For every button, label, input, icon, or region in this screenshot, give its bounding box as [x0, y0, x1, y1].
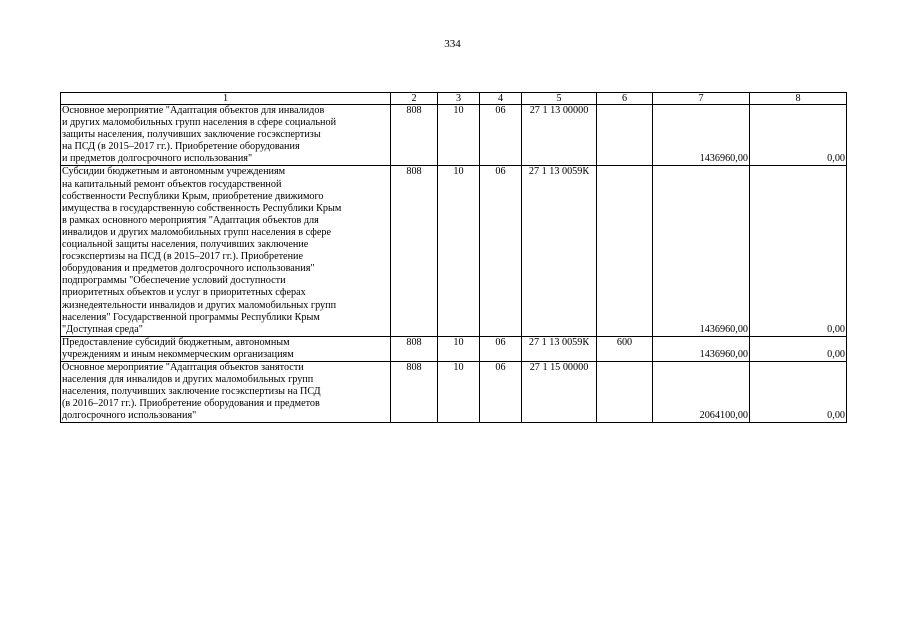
amount-second: 0,00 [750, 336, 847, 361]
item-name-line: Субсидии бюджетным и автономным учреждениям [62, 166, 286, 178]
item-name [61, 105, 391, 166]
subsection-code: 06 [480, 336, 522, 361]
amount-second: 0,00 [750, 166, 847, 336]
subsection-code: 06 [480, 105, 522, 166]
item-name [61, 361, 391, 422]
amount: 1436960,00 [653, 105, 750, 166]
header-cell: 4 [480, 93, 522, 105]
item-name-line: населения" Государственной программы Республики Крым [62, 311, 320, 323]
amount-second: 0,00 [750, 105, 847, 166]
item-name-line: и предметов долгосрочного использования" [62, 153, 253, 165]
target-article-code: 27 1 15 00000 [522, 361, 597, 422]
item-name-line: подпрограммы "Обеспечение условий доступности [62, 275, 286, 287]
item-name-line: жизнедеятельности инвалидов и других маломобильных групп [62, 299, 337, 311]
target-article-code: 27 1 13 0059К [522, 166, 597, 336]
amount: 1436960,00 [653, 336, 750, 361]
ministry-code: 808 [391, 361, 438, 422]
item-name-line: имущества в государственную собственность Республики Крым [62, 202, 342, 214]
page-number: 334 [444, 38, 461, 50]
item-name-line: Основное мероприятие "Адаптация объектов для инвалидов [62, 105, 325, 116]
table-row [61, 166, 847, 336]
section-code: 10 [438, 105, 480, 166]
expense-type-code [597, 361, 653, 422]
item-name-line: и других маломобильных групп населения в сфере социальной [62, 117, 337, 129]
table-row [61, 336, 847, 361]
amount: 1436960,00 [653, 166, 750, 336]
header-cell: 7 [653, 93, 750, 105]
section-code: 10 [438, 166, 480, 336]
item-name [61, 166, 391, 336]
table-header-row [61, 93, 847, 105]
subsection-code: 06 [480, 166, 522, 336]
item-name-line: госэкспертизы на ПСД (в 2015–2017 гг.). Приобретение [62, 251, 303, 263]
amount-second: 0,00 [750, 361, 847, 422]
amount: 2064100,00 [653, 361, 750, 422]
item-name-line: приоритетных объектов и услуг в приоритетных сферах [62, 287, 306, 299]
item-name-line: населения для инвалидов и других маломобильных групп [62, 374, 314, 386]
item-name-line: оборудования и предметов долгосрочного использования" [62, 263, 315, 275]
expense-type-code [597, 166, 653, 336]
ministry-code: 808 [391, 166, 438, 336]
header-cell: 3 [438, 93, 480, 105]
item-name-line: Предоставление субсидий бюджетным, автономным [62, 336, 290, 348]
item-name-line: в рамках основного мероприятия "Адаптация объектов для [62, 214, 319, 226]
item-name-line: долгосрочного использования" [62, 410, 197, 422]
item-name-line: на капитальный ремонт объектов государственной [62, 178, 282, 190]
header-cell: 1 [61, 93, 391, 105]
table-row [61, 361, 847, 422]
item-name-line: на ПСД (в 2015–2017 гг.). Приобретение оборудования [62, 141, 300, 153]
item-name-line: собственности Республики Крым, приобретение движимого [62, 190, 324, 202]
header-cell: 2 [391, 93, 438, 105]
target-article-code: 27 1 13 0059К [522, 336, 597, 361]
table-row [61, 105, 847, 166]
target-article-code: 27 1 13 00000 [522, 105, 597, 166]
header-cell: 8 [750, 93, 847, 105]
item-name-line: населения, получивших заключение госэкспертизы на ПСД [62, 386, 321, 398]
item-name [61, 336, 391, 361]
budget-table [60, 92, 847, 423]
item-name-line: инвалидов и других маломобильных групп населения в сфере [62, 226, 331, 238]
section-code: 10 [438, 361, 480, 422]
expense-type-code [597, 105, 653, 166]
expense-type-code: 600 [597, 336, 653, 361]
ministry-code: 808 [391, 336, 438, 361]
ministry-code: 808 [391, 105, 438, 166]
item-name-line: "Доступная среда" [62, 323, 143, 335]
subsection-code: 06 [480, 361, 522, 422]
item-name-line: Основное мероприятие "Адаптация объектов занятости [62, 361, 304, 373]
item-name-line: социальной защиты населения, получивших заключение [62, 239, 309, 251]
section-code: 10 [438, 336, 480, 361]
header-cell: 6 [597, 93, 653, 105]
item-name-line: (в 2016–2017 гг.). Приобретение оборудования и предметов [62, 398, 320, 410]
item-name-line: защиты населения, получивших заключение госэкспертизы [62, 129, 321, 141]
item-name-line: учреждениям и иным некоммерческим организациям [62, 348, 294, 360]
header-cell: 5 [522, 93, 597, 105]
